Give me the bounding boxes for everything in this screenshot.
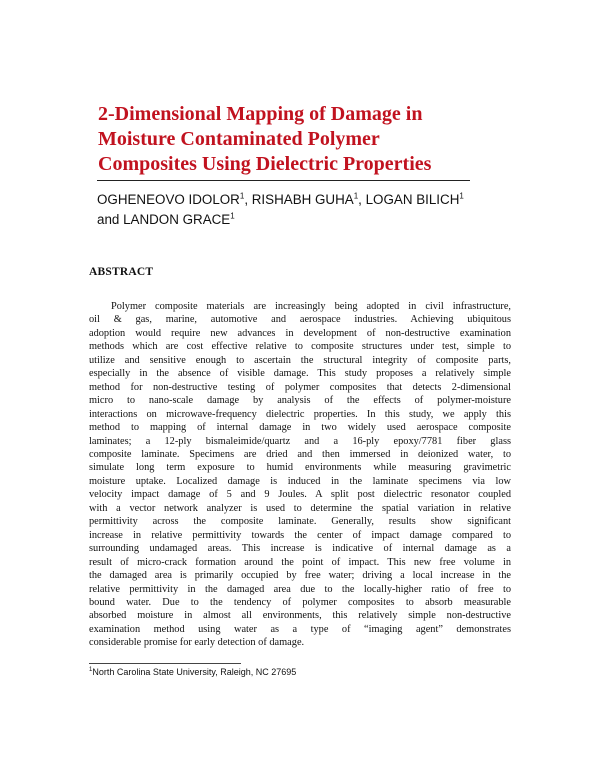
abstract-line: surrounding undamaged areas. This increase is indicative of internal damage as a — [89, 543, 511, 555]
abstract-line: result of micro-crack formation around the point of impact. This new free volume in — [89, 556, 511, 568]
abstract-line: method to mapping of internal damage in two widely used aerospace composite — [89, 422, 511, 434]
abstract-line: laminates; a 12-ply bismaleimide/quartz and a 16-ply epoxy/7781 fiber glass — [89, 435, 511, 447]
abstract-line: relative permittivity in the damaged area due to the locally-higher ratio of free to — [89, 583, 511, 595]
abstract-line: adoption would require new advances in development of non-destructive examination — [89, 327, 511, 339]
footnote-mark: 1 — [89, 667, 93, 673]
abstract-line: micro to nano-scale damage by analysis of the effects of polymer-moisture — [89, 395, 511, 407]
abstract-line: bound water. Due to the tendency of polymer composites to absorb measurable — [89, 596, 511, 608]
abstract-line: simulate long term exposure to humid environments while measuring gravimetric — [89, 462, 511, 474]
abstract-line: velocity impact damage of 5 and 9 Joules. A split post dielectric resonator coupled — [89, 489, 511, 501]
abstract-line: oil & gas, marine, automotive and aerospace industries. Achieving ubiquitous — [89, 314, 511, 326]
abstract-line: composite laminate. Specimens are dried and then immersed in deionized water, to — [89, 448, 511, 460]
author-name: OGHENEOVO IDOLOR — [97, 192, 240, 207]
affiliation-mark: 1 — [239, 191, 245, 201]
affiliation-mark: 1 — [230, 211, 235, 221]
title-line: 2-Dimensional Mapping of Damage in — [98, 103, 423, 125]
author-separator: , — [358, 192, 366, 207]
author-name: LANDON GRACE — [123, 212, 231, 227]
affiliation-mark: 1 — [353, 191, 359, 201]
footnote — [89, 667, 296, 677]
title-divider — [97, 180, 470, 181]
author-separator: , — [244, 192, 252, 207]
abstract-line: the damaged area is primarily occupied by free water; driving a local increase in the — [89, 570, 511, 582]
abstract-line: moisture uptake. Localized damage is induced in the laminate specimens via low — [89, 475, 511, 487]
abstract-line: utilize and sensitive enough to ascertain the structural integrity of composite parts, — [89, 354, 511, 366]
abstract-body — [89, 300, 511, 650]
author-line — [97, 190, 517, 210]
affiliation-mark: 1 — [459, 191, 464, 201]
abstract-line: interactions on microwave-frequency dielectric properties. In this study, we apply this — [89, 408, 511, 420]
footnote-divider — [89, 663, 241, 664]
abstract-line: considerable promise for early detection of damage. — [89, 637, 305, 649]
author-list — [97, 190, 517, 230]
title-line: Composites Using Dielectric Properties — [98, 153, 432, 175]
abstract-line: permittivity across the composite laminate. Generally, results show significant — [89, 516, 511, 528]
abstract-line: especially in the absence of visible damage. This study proposes a relatively simple — [89, 368, 511, 380]
abstract-line: examination method using water as a type of “imaging agent” demonstrates — [89, 623, 511, 635]
title-line: Moisture Contaminated Polymer — [98, 128, 380, 150]
paper-title — [98, 102, 518, 177]
author-line — [97, 210, 517, 230]
author-name: RISHABH GUHA — [251, 192, 354, 207]
author-name: LOGAN BILICH — [365, 192, 460, 207]
abstract-line: method for non-destructive testing of polymer composites that detects 2-dimensional — [89, 381, 511, 393]
abstract-line: absorbed moisture in almost all environments, this relatively simple non-destructive — [89, 610, 511, 622]
abstract-line: methods which are cost effective relative to composite structures under test, simple to — [89, 341, 511, 353]
author-conjunction: and — [97, 212, 120, 227]
footnote-text: North Carolina State University, Raleigh, NC 27695 — [92, 667, 297, 677]
abstract-line: increase in relative permittivity towards the center of impact damage compared to — [89, 529, 511, 541]
abstract-heading: ABSTRACT — [89, 266, 154, 278]
abstract-line: with a vector network analyzer is used to determine the spatial variation in relative — [89, 502, 511, 514]
abstract-line: Polymer composite materials are increasingly being adopted in civil infrastructure, — [111, 301, 511, 312]
